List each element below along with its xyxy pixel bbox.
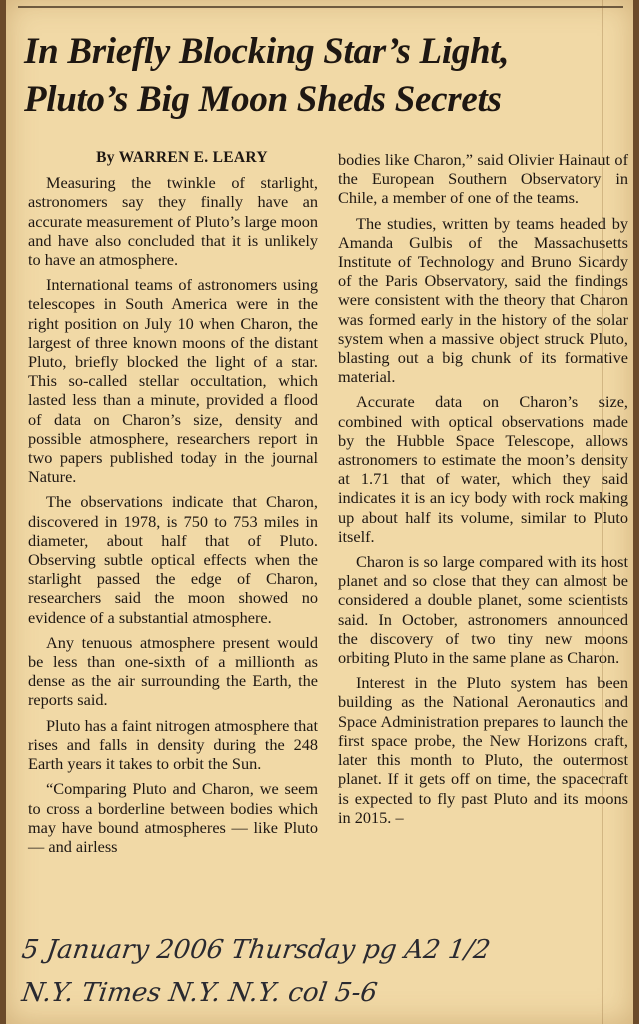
paragraph: Pluto has a faint nitrogen atmosphere that rises and falls in density during the 248 Earth years it takes to orbit the Sun. [28, 715, 318, 774]
paragraph: International teams of astronomers using telescopes in South America were in the right position on July 10 when Charon, the largest of three known moons of the distant Pluto, briefly blocked the light of a star. This so-called stellar occultation, which lasted less than a minute, provided a flood of data on Charon’s size, density and possible atmosphere, researchers report in two papers published today in the journal Nature. [28, 275, 318, 487]
headline-line-1: In Briefly Blocking Star’s Light, [24, 31, 510, 72]
article-column-right [338, 150, 628, 833]
top-rule [18, 6, 623, 8]
headline [24, 28, 624, 124]
paragraph: Charon is so large compared with its host planet and so close that they can almost be considered a double planet, some scientists said. In October, astronomers announced the discovery of two tiny new moons orbiting Pluto in the same plane as Charon. [338, 552, 628, 668]
paragraph-continuation: bodies like Charon,” said Olivier Hainaut of the European Southern Observatory in Chile, a member of one of the teams. [338, 150, 628, 208]
paragraph [338, 673, 628, 827]
headline-line-2: Pluto’s Big Moon Sheds Secrets [24, 79, 502, 120]
paragraph: Any tenuous atmosphere present would be less than one-sixth of a millionth as dense as the air surrounding the Earth, the reports said. [28, 632, 318, 710]
paragraph: The observations indicate that Charon, discovered in 1978, is 750 to 753 miles in diameter, about half that of Pluto. Observing subtle optical effects when the starlight passed the edge of Charon, researchers said the moon showed no evidence of a substantial atmosphere. [28, 492, 318, 627]
paragraph: The studies, written by teams headed by Amanda Gulbis of the Massachusetts Institute of Technology and Bruno Sicardy of the Paris Observatory, said the findings were consistent with the theory that Charon was formed early in the history of the solar system when a massive object struck Pluto, blasting out a big chunk of its formative material. [338, 213, 628, 387]
article-column-left [28, 148, 318, 862]
end-mark: – [395, 807, 404, 827]
paragraph: Accurate data on Charon’s size, combined with optical observations made by the Hubble Space Telescope, allows astronomers to estimate the moon’s density at 1.71 that of water, which they said indicates it is an icy body with rock making up about half its volume, similar to Pluto itself. [338, 392, 628, 546]
newspaper-clipping [6, 0, 633, 1024]
paragraph: Measuring the twinkle of starlight, astronomers say they finally have an accurate measurement of Pluto’s large moon and have also concluded that it is unlikely to have an atmosphere. [28, 173, 318, 270]
paragraph: “Comparing Pluto and Charon, we seem to cross a borderline between bodies which may have bound atmospheres — like Pluto — and airless [28, 779, 318, 856]
paragraph-text: Interest in the Pluto system has been building as the National Aeronautics and Space Administration prepares to launch the first space probe, the New Horizons craft, later this month to Pluto, the outermost planet. If it gets off on time, the spacecraft is expected to fly past Pluto and its moons in 2015. [338, 673, 628, 827]
byline: By WARREN E. LEARY [96, 149, 268, 166]
handwritten-source-note: N.Y. Times N.Y. N.Y. col 5-6 [19, 978, 380, 1008]
handwritten-date-note: 5 January 2006 Thursday pg A2 1/2 [19, 935, 493, 965]
